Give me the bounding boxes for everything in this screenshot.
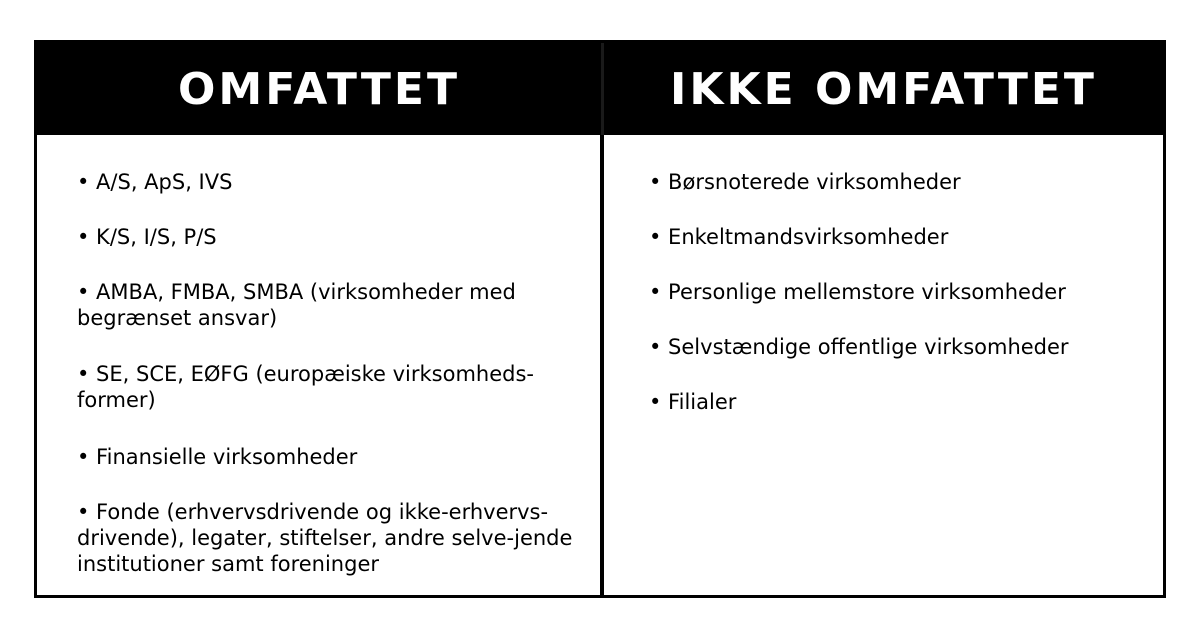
list-item: • AMBA, FMBA, SMBA (virksomheder med begrænset ansvar) xyxy=(77,280,516,330)
comparison-table xyxy=(34,40,1166,598)
list-item: • Enkeltmandsvirksomheder xyxy=(649,225,949,249)
list-item: • Børsnoterede virksomheder xyxy=(649,170,961,194)
column-divider xyxy=(600,135,604,595)
list-item: • SE, SCE, EØFG (europæiske virksomheds-former) xyxy=(77,362,535,412)
list-item: • Personlige mellemstore virksomheder xyxy=(649,280,1066,304)
list-item: • K/S, I/S, P/S xyxy=(77,225,217,249)
heading-ikke-omfattet: IKKE OMFATTET xyxy=(670,63,1097,115)
table-header xyxy=(37,43,1163,135)
list-item: • Fonde (erhvervsdrivende og ikke-erhvervs-drivende), legater, stiftelser, andre selve-jende institutioner samt foreninger xyxy=(77,500,573,576)
heading-omfattet: OMFATTET xyxy=(178,63,460,115)
list-item: • A/S, ApS, IVS xyxy=(77,170,233,194)
list-item: • Finansielle virksomheder xyxy=(77,445,358,469)
list-item: • Filialer xyxy=(649,390,737,414)
list-item: • Selvstændige offentlige virksomheder xyxy=(649,335,1069,359)
